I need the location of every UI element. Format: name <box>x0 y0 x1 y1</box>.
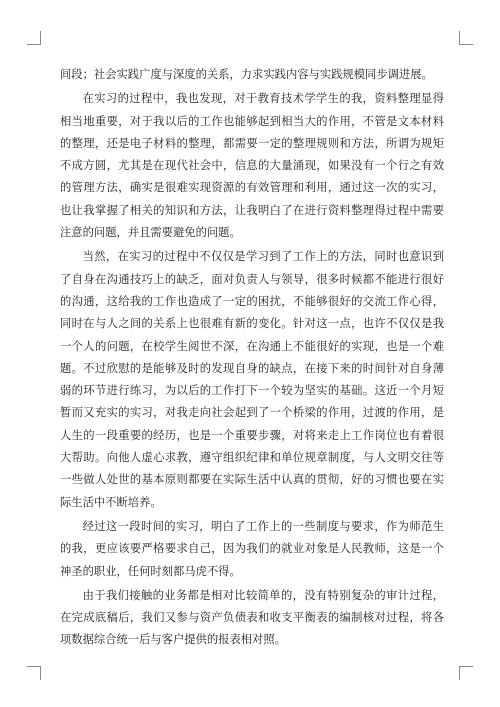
crop-mark-bottom-right <box>459 666 473 680</box>
crop-mark-bottom-left <box>27 666 41 680</box>
paragraph: 经过这一段时间的实习，明白了工作上的一些制度与要求，作为师范生的我，更应该要严格要求自己，因为我们的就业对象是人民教师，这是一个神圣的职业，任何时刻都马虎不得。 <box>60 519 444 578</box>
crop-mark-top-right <box>459 31 473 45</box>
paragraph: 当然，在实习的过程中不仅仅是学习到了工作上的方法，同时也意识到了自身在沟通技巧上的缺乏，面对负责人与领导，很多时候都不能进行很好的沟通，这给我的工作也造成了一定的困扰，不能够很好的交流工作心得，同时在与人之间的关系上也很难有新的变化。针对这一点，也许不仅仅是我一个人的问题，在校学生阅世不深，在沟通上不能很好的实现，也是一个难题。不过欣慰的是能够及时的发现自身的缺点，在接下来的时间针对自身薄弱的环节进行练习，为以后的工作打下一个较为坚实的基础。这近一个月短暂而又充实的实习，对我走向社会起到了一个桥梁的作用，过渡的作用，是人生的一段重要的经历，也是一个重要步骤，对将来走上工作岗位也有着很大帮助。向他人虚心求教，遵守组织纪律和单位规章制度，与人文明交往等一些做人处世的基本原则都要在实际生活中认真的贯彻，好的习惯也要在实际生活中不断培养。 <box>60 250 444 509</box>
paragraph: 间段；社会实践广度与深度的关系，力求实践内容与实践规模同步调进展。 <box>60 68 433 81</box>
paragraph: 由于我们接触的业务都是相对比较简单的，没有特别复杂的审计过程，在完成底稿后，我们又参与资产负债表和收支平衡表的编制核对过程，将各项数据综合统一后与客户提供的报表相对照。 <box>60 588 444 647</box>
paragraph: 在实习的过程中，我也发现，对于教育技术学学生的我，资料整理显得相当地重要，对于我以后的工作也能够起到相当大的作用，不管是文本材料的整理，还是电子材料的整理，都需要一定的整理规则和方法，所谓为规矩不成方圆，尤其是在现代社会中，信息的大量涌现，如果没有一个行之有效的管理方法，确实是很难实现资源的有效管理和利用，通过这一次的实习，也让我掌握了相关的知识和方法，让我明白了在进行资料整理得过程中需要注意的问题，并且需要避免的问题。 <box>60 92 444 240</box>
document-body <box>60 64 444 654</box>
crop-mark-top-left <box>27 31 41 45</box>
